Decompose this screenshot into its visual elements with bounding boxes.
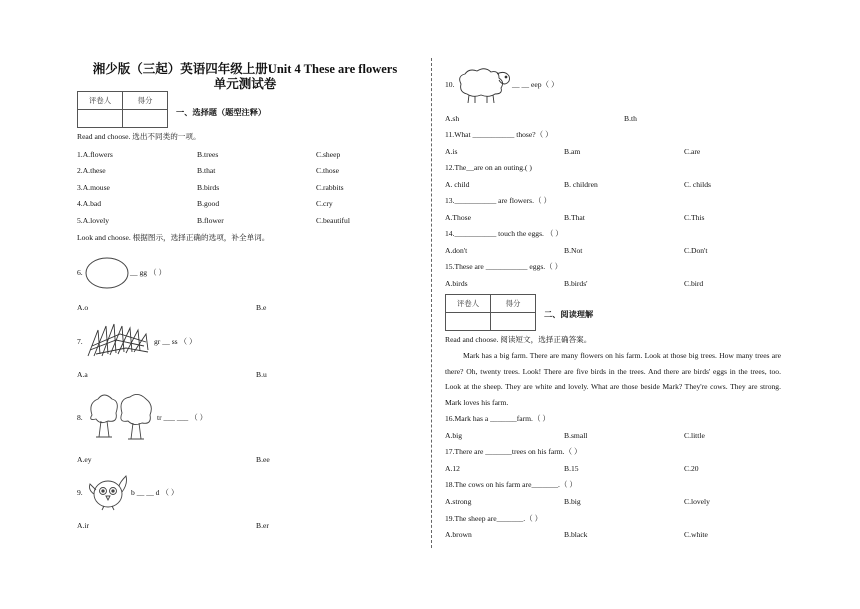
question-10-blank: __ __ eep（ ） xyxy=(512,80,559,89)
option-7b[interactable]: B.u xyxy=(256,370,267,379)
option-18c[interactable]: C.lovely xyxy=(684,497,710,506)
option-3c[interactable]: C.rabbits xyxy=(316,183,344,192)
question-15: 15.These are ___________ eggs.（ ） xyxy=(445,262,563,271)
option-6a[interactable]: A.o xyxy=(77,303,89,312)
option-19b[interactable]: B.black xyxy=(564,530,588,539)
option-11a[interactable]: A.is xyxy=(445,147,458,156)
option-12a[interactable]: A. child xyxy=(445,180,470,189)
question-12: 12.The__are on an outing.( ) xyxy=(445,163,532,172)
grader-header: 评卷人 xyxy=(78,92,123,110)
option-19a[interactable]: A.brown xyxy=(445,530,472,539)
instruction-1: Read and choose. 选出不同类的一项。 xyxy=(77,132,201,141)
option-13b[interactable]: B.That xyxy=(564,213,585,222)
score-header: 得分 xyxy=(491,295,536,313)
option-18b[interactable]: B.big xyxy=(564,497,581,506)
option-10a[interactable]: A.sh xyxy=(445,114,460,123)
page-title-line1: 湘少版（三起）英语四年级上册Unit 4 These are flowers xyxy=(92,62,398,76)
option-4b[interactable]: B.good xyxy=(197,199,220,208)
score-header: 得分 xyxy=(123,92,168,110)
question-16: 16.Mark has a _______farm.（ ） xyxy=(445,414,551,423)
question-9-number: 9. xyxy=(77,488,83,497)
option-12b[interactable]: B. children xyxy=(564,180,598,189)
score-box-2 xyxy=(445,294,536,331)
question-5: 5.A.lovely xyxy=(77,216,110,225)
question-8-blank: tr ___ ___ （ ） xyxy=(157,413,208,422)
option-15b[interactable]: B.birds' xyxy=(564,279,588,288)
column-divider xyxy=(431,58,432,548)
grader-header: 评卷人 xyxy=(446,295,491,313)
sheep-icon xyxy=(455,66,511,104)
option-1c[interactable]: C.sheep xyxy=(316,150,341,159)
option-13a[interactable]: A.Those xyxy=(445,213,471,222)
question-19: 19.The sheep are_______.（ ） xyxy=(445,514,543,523)
question-3: 3.A.mouse xyxy=(77,183,110,192)
trees-icon xyxy=(86,393,154,443)
option-8b[interactable]: B.ee xyxy=(256,455,270,464)
question-7-blank: gr __ ss （ ） xyxy=(154,337,197,346)
question-17: 17.There are _______trees on his farm.（ ） xyxy=(445,447,582,456)
grader-cell[interactable] xyxy=(78,110,123,128)
option-15a[interactable]: A.birds xyxy=(445,279,468,288)
option-10b[interactable]: B.th xyxy=(624,114,637,123)
option-15c[interactable]: C.bird xyxy=(684,279,704,288)
option-7a[interactable]: A.a xyxy=(77,370,88,379)
egg-icon xyxy=(84,257,130,289)
option-6b[interactable]: B.e xyxy=(256,303,267,312)
option-1b[interactable]: B.trees xyxy=(197,150,219,159)
option-17a[interactable]: A.12 xyxy=(445,464,460,473)
option-14a[interactable]: A.don't xyxy=(445,246,468,255)
score-cell[interactable] xyxy=(123,110,168,128)
option-5c[interactable]: C.beautiful xyxy=(316,216,350,225)
grass-icon xyxy=(86,320,150,360)
option-4c[interactable]: C.cry xyxy=(316,199,333,208)
option-9b[interactable]: B.er xyxy=(256,521,269,530)
question-1: 1.A.flowers xyxy=(77,150,113,159)
grader-cell[interactable] xyxy=(446,313,491,331)
option-3b[interactable]: B.birds xyxy=(197,183,220,192)
question-9-blank: b __ __ d （ ） xyxy=(131,488,179,497)
option-11b[interactable]: B.am xyxy=(564,147,581,156)
question-11: 11.What ___________ those?（ ） xyxy=(445,130,553,139)
option-19c[interactable]: C.white xyxy=(684,530,708,539)
option-8a[interactable]: A.ey xyxy=(77,455,92,464)
option-11c[interactable]: C.are xyxy=(684,147,701,156)
option-17c[interactable]: C.20 xyxy=(684,464,699,473)
instruction-2: Look and choose. 根据图示，选择正确的选项，补全单词。 xyxy=(77,233,270,242)
question-7-number: 7. xyxy=(77,337,83,346)
question-6-number: 6. xyxy=(77,268,83,277)
option-9a[interactable]: A.ir xyxy=(77,521,90,530)
question-6-blank: __ gg （ ） xyxy=(130,268,167,277)
option-14b[interactable]: B.Not xyxy=(564,246,583,255)
option-2c[interactable]: C.those xyxy=(316,166,339,175)
question-4: 4.A.bad xyxy=(77,199,102,208)
score-box-1 xyxy=(77,91,168,128)
option-16a[interactable]: A.big xyxy=(445,431,463,440)
reading-instruction: Read and choose. 阅读短文，选择正确答案。 xyxy=(445,335,592,344)
question-14: 14.___________ touch the eggs. （ ） xyxy=(445,229,563,238)
question-2: 2.A.these xyxy=(77,166,106,175)
question-18: 18.The cows on his farm are_______.（ ） xyxy=(445,480,578,489)
option-18a[interactable]: A.strong xyxy=(445,497,472,506)
option-12c[interactable]: C. childs xyxy=(684,180,712,189)
option-13c[interactable]: C.This xyxy=(684,213,705,222)
option-14c[interactable]: C.Don't xyxy=(684,246,708,255)
question-8-number: 8. xyxy=(77,413,83,422)
option-2b[interactable]: B.that xyxy=(197,166,216,175)
reading-passage: Mark has a big farm. There are many flowers on his farm. Look at those big trees. How many trees are there? Oh, twenty trees. Look! There are five birds in the trees. And there are birds' eggs in the trees, too. Look at the sheep. They are white and lovely. What are those beside Mark? They're cows. They are strong. Mark loves his farm. xyxy=(445,351,781,407)
option-5b[interactable]: B.flower xyxy=(197,216,224,225)
bird-icon xyxy=(86,470,132,512)
page-title-line2: 单元测试卷 xyxy=(213,77,277,91)
score-cell[interactable] xyxy=(491,313,536,331)
option-16b[interactable]: B.small xyxy=(564,431,588,440)
question-10-number: 10. xyxy=(445,80,455,89)
question-13: 13.___________ are flowers.（ ） xyxy=(445,196,552,205)
option-17b[interactable]: B.15 xyxy=(564,464,579,473)
section-heading-reading: 二、阅读理解 xyxy=(544,310,594,319)
section-heading-choice: 一、选择题（题型注释） xyxy=(176,108,267,117)
option-16c[interactable]: C.little xyxy=(684,431,705,440)
